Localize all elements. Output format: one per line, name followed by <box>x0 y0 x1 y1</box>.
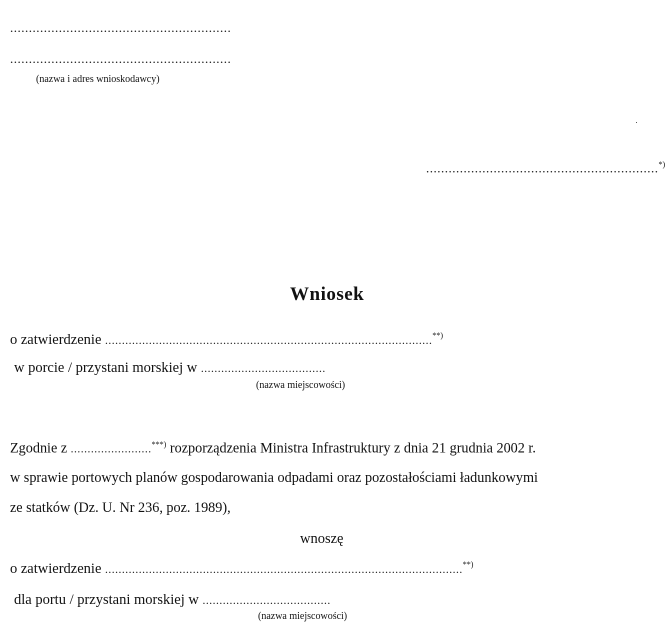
basis-line-1 <box>10 440 536 458</box>
request-2-label: o zatwierdzenie <box>10 560 102 577</box>
port-1-caption: (nazwa miejscowości) <box>256 380 346 391</box>
request-2-dots: .......................................................................................................... <box>105 563 463 576</box>
request-1-mark: **) <box>432 331 444 340</box>
port-2-label: dla portu / przystani morskiej w <box>14 592 199 608</box>
request-line-1 <box>10 331 443 349</box>
basis-mark: ***) <box>151 440 167 449</box>
basis-end: rozporządzenia Ministra Infrastruktury z dnia 21 grudnia 2002 r. <box>169 440 536 457</box>
basis-dots: ........................ <box>70 443 152 456</box>
request-line-2 <box>10 560 473 578</box>
port-line-2 <box>14 592 331 609</box>
wnosze-label: wnoszę <box>300 531 344 547</box>
document-title: Wniosek <box>290 284 365 305</box>
request-2-mark: **) <box>462 560 474 569</box>
basis-line-2: w sprawie portowych planów gospodarowania odpadami oraz pozostałościami ładunkowymi <box>10 470 538 486</box>
applicant-caption: (nazwa i adres wnioskodawcy) <box>36 74 160 85</box>
scan-speck <box>636 122 637 123</box>
place-date-mark: *) <box>658 160 665 169</box>
port-2-dots: ...................................... <box>202 595 331 607</box>
place-date-field <box>426 160 665 176</box>
request-1-label: o zatwierdzenie <box>10 331 102 348</box>
basis-start: Zgodnie z <box>10 440 68 457</box>
request-1-dots: ................................................................................................. <box>105 334 433 347</box>
applicant-line-2: ........................................................... <box>10 51 232 66</box>
port-1-dots: ..................................... <box>200 363 326 375</box>
port-line-1 <box>14 360 326 377</box>
port-1-label: w porcie / przystani morskiej w <box>14 360 198 376</box>
port-2-caption: (nazwa miejscowości) <box>258 611 348 622</box>
applicant-line-1: ........................................................... <box>10 20 232 35</box>
place-date-dots: .............................................................. <box>426 160 659 176</box>
basis-line-3: ze statków (Dz. U. Nr 236, poz. 1989), <box>10 500 231 516</box>
